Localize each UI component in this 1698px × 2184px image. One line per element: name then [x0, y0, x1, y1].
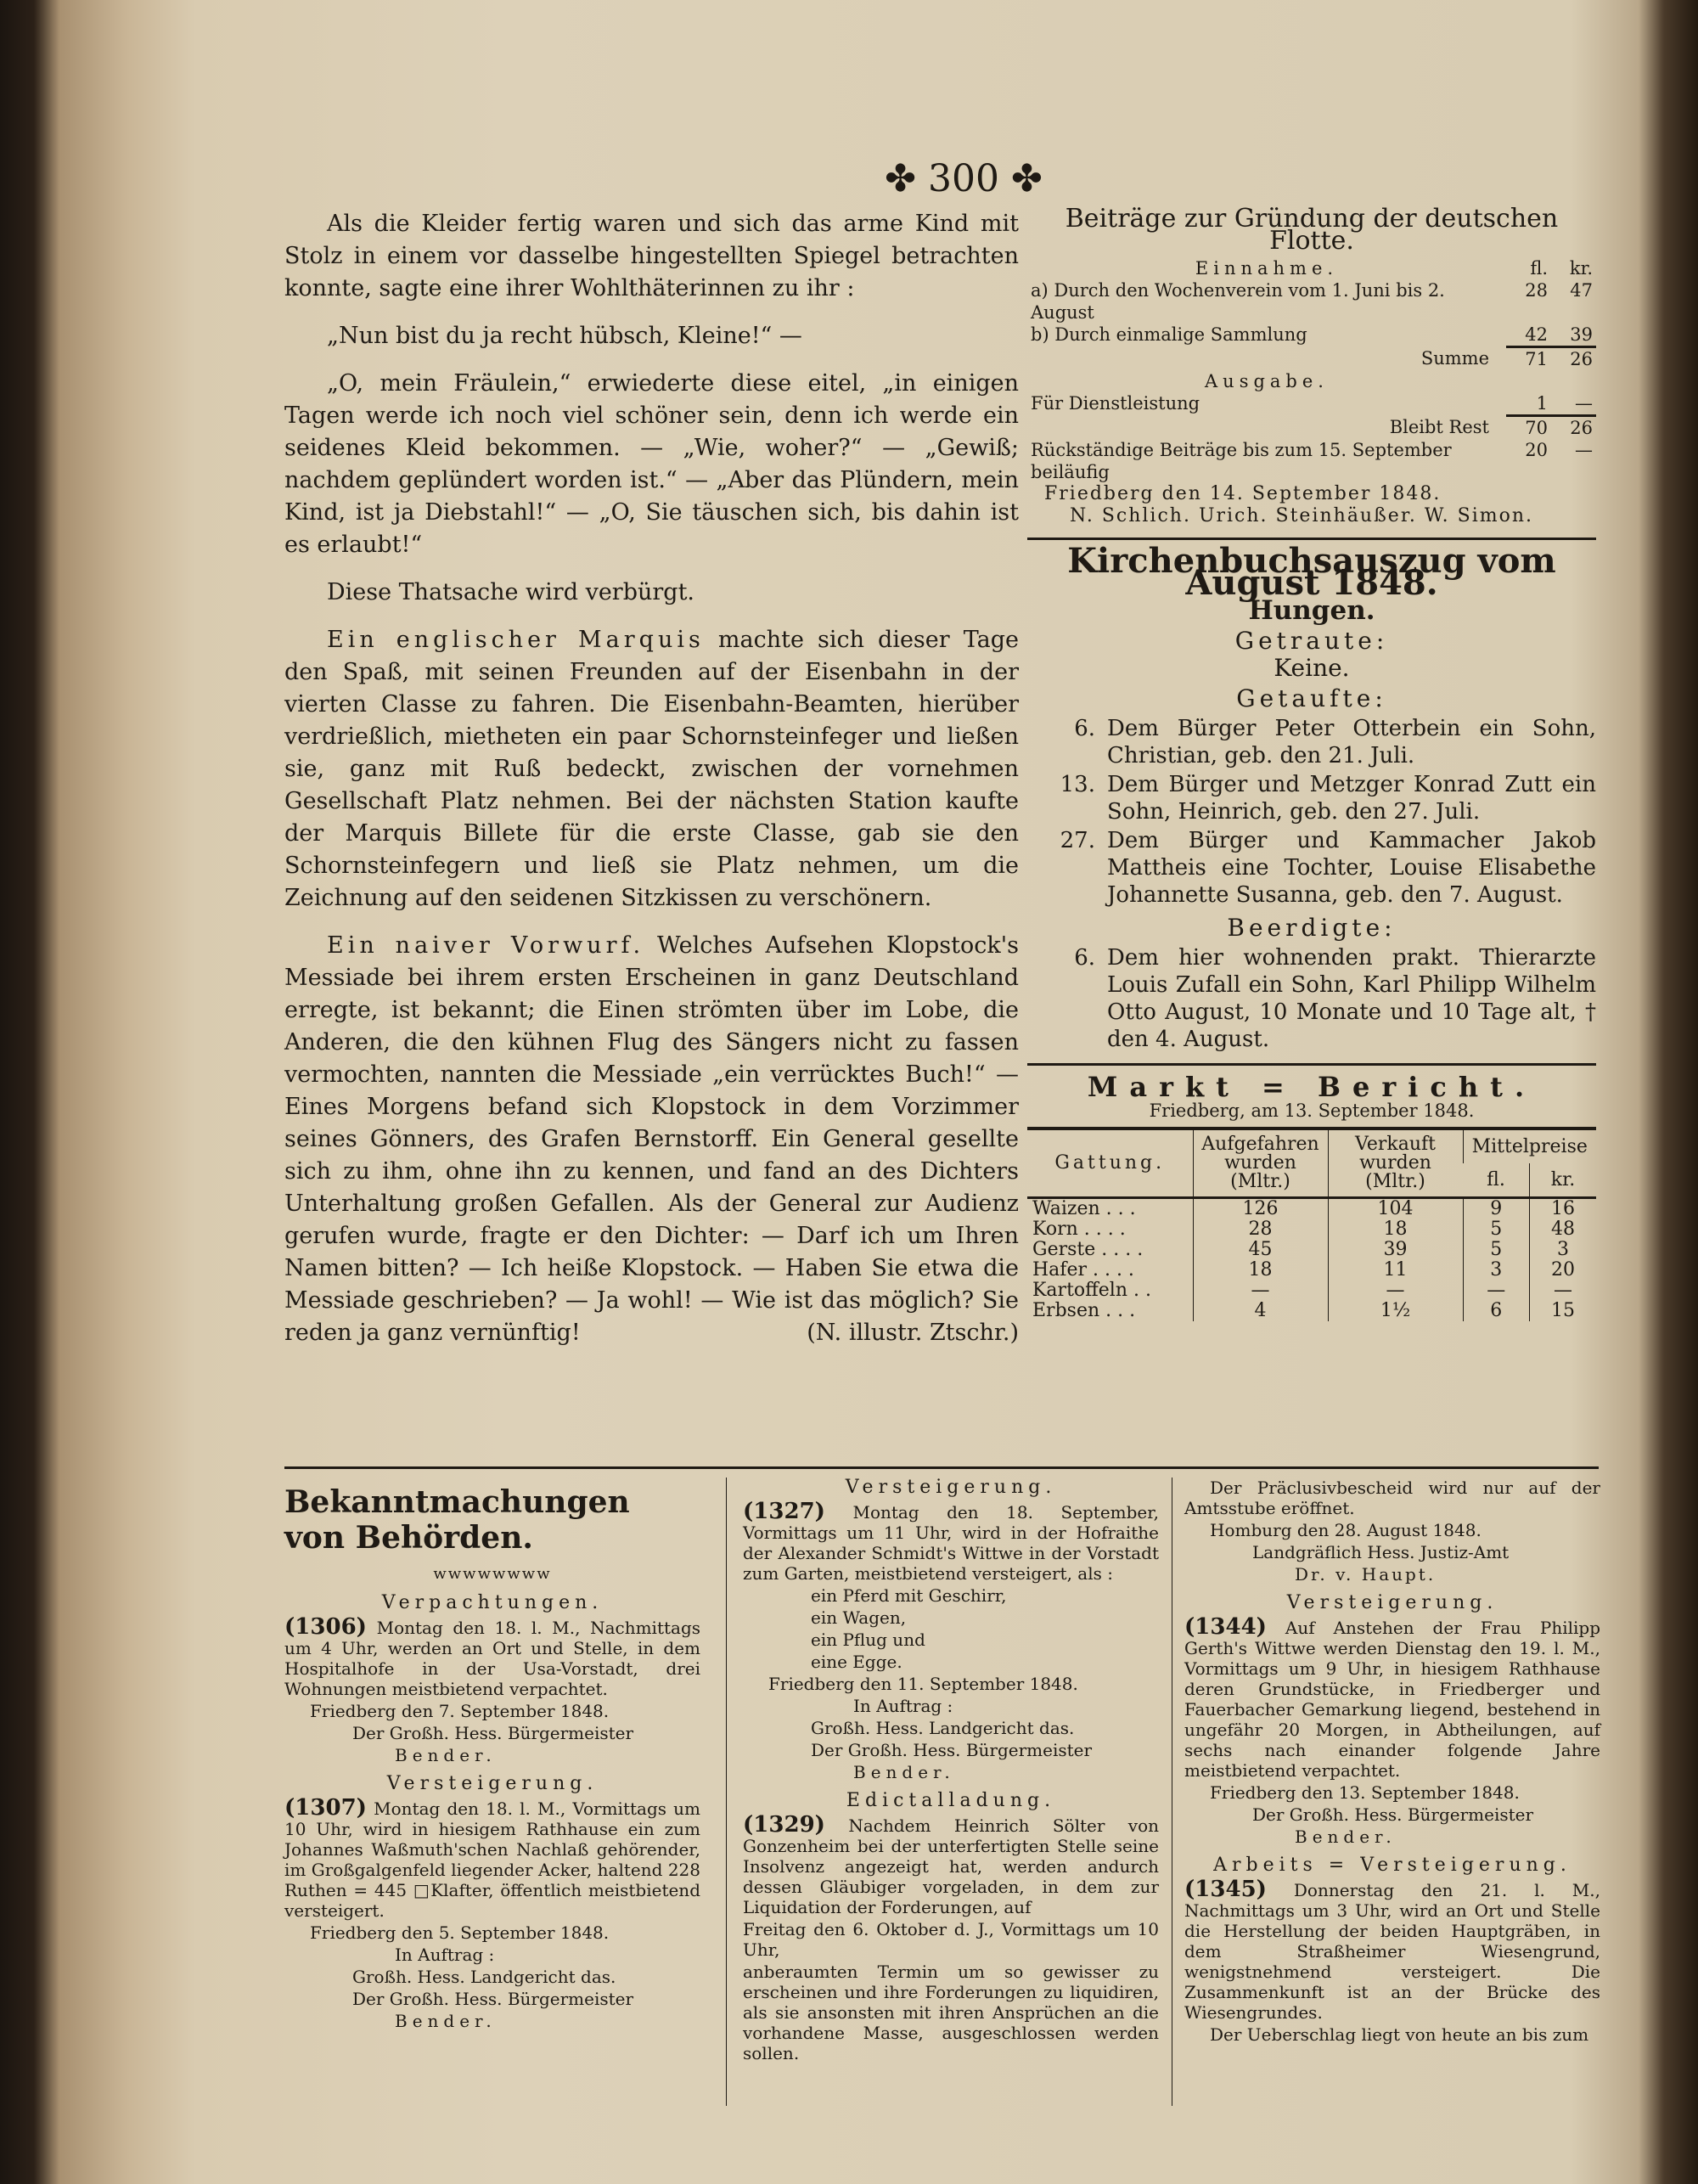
table-row: [1027, 1240, 1596, 1260]
bekanntmachungen-col-2: [743, 1478, 1159, 2065]
cell: 1½: [1328, 1301, 1463, 1321]
cell: 16: [1530, 1198, 1597, 1220]
notice-signature: Der Großh. Hess. Bürgermeister: [352, 1723, 634, 1743]
cell: 20: [1530, 1260, 1597, 1281]
notice-signature: Der Großh. Hess. Bürgermeister: [1252, 1804, 1534, 1825]
row-label: a) Durch den Wochenverein vom 1. Juni bis 2. August: [1031, 280, 1445, 323]
cell: 126: [1193, 1198, 1328, 1220]
ornament-right: ✤: [1010, 157, 1043, 200]
entry-day: 6.: [1074, 945, 1095, 971]
notice-1329: [743, 1812, 1159, 1917]
table-row: [1027, 392, 1596, 416]
page-number-value: 300: [928, 157, 999, 200]
col-mittelpreise: Mittelpreise: [1463, 1129, 1596, 1163]
notice-auftrag: In Auftrag :: [395, 1945, 495, 1965]
place-heading: Hungen.: [1248, 595, 1375, 626]
notice-heading: Arbeits = Versteigerung.: [1213, 1855, 1571, 1876]
row-fl: 20: [1525, 440, 1548, 460]
table-row: [1027, 1198, 1596, 1220]
notice-number: (1327): [743, 1499, 825, 1524]
article-text: machte sich dieser Tage den Spaß, mit seinen Freunden auf der Eisenbahn in der vierten Classe zu fahren. Die Eisenbahn-Beamten, hierüber verdrießlich, mietheten ein paar Schornsteinfeger und ließen sie, ganz mit Ruß bedeckt, zwischen der vornehmen Gesellschaft Platz nehmen. Bei der nächsten Station kaufte der Marquis Billete für die erste Classe, gab sie den Schornsteinfegern und ließ sie Platz nehmen, um die Zeichnung auf den seidenen Sitzkissen zu verschönern.: [284, 627, 1019, 911]
list-item: [1027, 944, 1596, 1053]
rest-kr: 26: [1551, 416, 1596, 440]
col-gattung: Gattung.: [1027, 1129, 1193, 1198]
cell: 3: [1463, 1260, 1530, 1281]
rest-fl: 70: [1506, 416, 1551, 440]
notice-signature: Bender.: [395, 2011, 497, 2031]
list-item: ein Wagen,: [811, 1607, 907, 1628]
col-kr: kr.: [1530, 1163, 1597, 1197]
entry-day: 27.: [1060, 828, 1095, 853]
row-label: Für Dienstleistung: [1031, 393, 1200, 414]
cell: 45: [1193, 1240, 1328, 1260]
notice-number: (1306): [284, 1614, 367, 1640]
rest-row: [1027, 416, 1596, 440]
row-fl: 42: [1525, 324, 1548, 345]
ausgabe-label: Ausgabe.: [1205, 371, 1329, 391]
cell: 18: [1328, 1219, 1463, 1240]
entry-text: Dem Bürger und Metzger Konrad Zutt ein Sohn, Heinrich, geb. den 27. Juli.: [1107, 772, 1596, 825]
cell: Waizen . . .: [1032, 1198, 1136, 1219]
cell: 11: [1328, 1260, 1463, 1281]
cell: 5: [1463, 1240, 1530, 1260]
row-label: Rückständige Beiträge bis zum 15. September beiläufig: [1031, 440, 1452, 482]
col-fl: fl.: [1463, 1163, 1530, 1197]
notice-text: Der Präclusivbescheid wird nur auf der Amtsstube eröffnet.: [1184, 1478, 1600, 1518]
divider: [1027, 538, 1596, 540]
col-fl: fl.: [1530, 258, 1548, 279]
source-citation: (N. illustr. Ztschr.): [807, 1320, 1019, 1346]
cell: 6: [1463, 1301, 1530, 1321]
entry-day: 6.: [1074, 716, 1095, 741]
notice-heading: Versteigerung.: [386, 1773, 599, 1794]
markt-table: [1027, 1127, 1596, 1321]
notice-auftrag: In Auftrag :: [853, 1696, 953, 1716]
notice-number: (1345): [1184, 1877, 1267, 1902]
row-kr: 47: [1570, 280, 1593, 301]
divider: [1027, 1063, 1596, 1066]
notice-termin: Freitag den 6. Oktober d. J., Vormittags um 10 Uhr,: [743, 1919, 1159, 1960]
paragraph: [284, 930, 1019, 1349]
getaufte-heading: Getaufte:: [1236, 684, 1387, 712]
right-column: [1027, 204, 1596, 1321]
list-item: ein Pferd mit Geschirr,: [811, 1585, 1007, 1606]
paragraph: [284, 624, 1019, 915]
sum-label: Summe: [1420, 347, 1489, 369]
notice-1307: [284, 1795, 701, 1921]
markt-title: Markt = Bericht.: [1087, 1071, 1537, 1103]
cell: 48: [1530, 1219, 1597, 1240]
row-kr: —: [1575, 440, 1593, 460]
cell: 28: [1193, 1219, 1328, 1240]
article-text: Welches Aufsehen Klopstock's Messiade bei ihrem ersten Erscheinen in ganz Deutschland erregte, ist bekannt; die Einen strömten über im Lobe, die Anderen, die den kühnen Flug des Sängers nicht zu fassen vermochten, nannten die Messiade „ein verrücktes Buch!“ — Eines Morgens befand sich Klopstock in dem Vorzimmer seines Gönners, des Grafen Bernstorff. Ein General gesellte sich zu ihm, ohne ihn zu kennen, und fand an des Dichters Unterhaltung großen Gefallen. Als der General zur Audienz gerufen wurde, fragte er den Dichter: — Darf ich um Ihren Namen bitten? — Ich heiße Klopstock. — Haben Sie etwa die Messiade geschrieben? — Ja wohl! — Wie ist das möglich? Sie reden ja ganz vernünftig!: [284, 932, 1019, 1346]
ornament: wwwwwwww: [433, 1565, 552, 1583]
row-fl: 28: [1525, 280, 1548, 301]
table-row: [1027, 439, 1596, 483]
getraute-value: Keine.: [1274, 654, 1350, 682]
notice-signature: Großh. Hess. Landgericht das.: [811, 1718, 1075, 1738]
table-row: [1027, 324, 1596, 347]
list-item: ein Pflug und: [811, 1630, 925, 1650]
notice-text: Auf Anstehen der Frau Philipp Gerth's Wittwe werden Dienstag den 19. l. M., Vormittags um 9 Uhr, in hiesigem Rathhause deren Grundstücke, in Friedberger und Fauerbacher Gemarkung liegend, bestehend in ungefähr 20 Morgen, in Abtheilungen, auf sechs nach einander folgende Jahre meistbietend verpachtet.: [1184, 1618, 1600, 1781]
rest-label: Bleibt Rest: [1389, 416, 1489, 437]
col-aufgefahren: Aufgefahren wurden (Mltr.): [1193, 1129, 1328, 1198]
notice-text: Montag den 18. l. M., Vormittags um 10 Uhr, wird in hiesigem Rathhause ein zum Johannes Waßmuth'schen Nachlaß gehörender, im Großgalgenfeld liegender Acker, haltend 228 Ruthen = 445 □Klafter, öffentlich meistbietend versteigert.: [284, 1798, 701, 1921]
notice-number: (1307): [284, 1795, 367, 1821]
cell: 3: [1530, 1240, 1597, 1260]
einnahme-label: Einnahme.: [1195, 258, 1339, 279]
entry-text: Dem hier wohnenden prakt. Thierarzte Louis Zufall ein Sohn, Karl Philipp Wilhelm Otto August, 10 Monate und 10 Tage alt, † den 4. August.: [1107, 945, 1596, 1052]
col-verkauft: Verkauft wurden (Mltr.): [1328, 1129, 1463, 1198]
col-kr: kr.: [1569, 258, 1593, 279]
notice-heading: Versteigerung.: [845, 1477, 1057, 1498]
notice-text: Montag den 18. l. M., Nachmittags um 4 Uhr, werden an Ort und Stelle, in dem Hospitalhofe in der Usa-Vorstadt, drei Wohnungen meistbietend verpachtet.: [284, 1618, 701, 1699]
notice-number: (1344): [1184, 1614, 1267, 1640]
paragraph: „Nun bist du ja recht hübsch, Kleine!“ —: [327, 323, 802, 349]
beerdigte-heading: Beerdigte:: [1227, 914, 1397, 942]
sum-fl: 71: [1506, 347, 1551, 371]
notice-heading: Verpachtungen.: [381, 1592, 604, 1613]
cell: Kartoffeln . .: [1032, 1280, 1151, 1301]
notice-signature: Landgräflich Hess. Justiz-Amt: [1252, 1542, 1510, 1562]
markt-section: [1027, 1071, 1596, 1321]
cell: 9: [1463, 1198, 1530, 1220]
list-item: [1027, 771, 1596, 825]
notice-1327: [743, 1501, 1159, 1584]
flotte-title: Beiträge zur Gründung der deutschen Flotte.: [1065, 204, 1559, 256]
entry-day: 13.: [1060, 772, 1095, 797]
list-item: [1027, 715, 1596, 769]
article-lead: Ein naiver Vorwurf.: [327, 932, 645, 959]
cell: 4: [1193, 1301, 1328, 1321]
table-row: [1027, 1260, 1596, 1281]
notice-signature: Bender.: [853, 1762, 955, 1782]
cell: —: [1193, 1281, 1328, 1301]
notice-text: Donnerstag den 21. l. M., Nachmittags um 3 Uhr, wird an Ort und Stelle die Herstellung der beiden Hauptgräben, in dem Straßheimer Wiesengrund, wenigstnehmend versteigert. Die Zusammenkunft ist an der Brücke des Wiesengrundes.: [1184, 1880, 1601, 2023]
entry-text: Dem Bürger Peter Otterbein ein Sohn, Christian, geb. den 21. Juli.: [1107, 716, 1596, 768]
notice-number: (1329): [743, 1812, 825, 1838]
notice-signature: Bender.: [395, 1745, 497, 1765]
paragraph: Diese Thatsache wird verbürgt.: [327, 579, 695, 605]
notice-signature: Der Großh. Hess. Bürgermeister: [811, 1740, 1093, 1760]
row-kr: 39: [1570, 324, 1593, 345]
sum-kr: 26: [1551, 347, 1596, 371]
table-row: [1027, 279, 1596, 324]
flotte-signers: N. Schlich. Urich. Steinhäußer. W. Simon.: [1070, 505, 1534, 526]
page-number: [836, 157, 1091, 200]
newspaper-page: [183, 81, 1651, 2178]
article-lead: Ein englischer Marquis: [327, 627, 705, 653]
kirchenbuch-section: [1027, 541, 1596, 1053]
cell: —: [1530, 1281, 1597, 1301]
flotte-section: [1027, 204, 1596, 527]
section-divider: [284, 1466, 1599, 1469]
getraute-heading: Getraute:: [1234, 627, 1389, 655]
cell: —: [1328, 1281, 1463, 1301]
flotte-table: [1027, 257, 1596, 483]
table-row: [1027, 1281, 1596, 1301]
notice-heading: Versteigerung.: [1286, 1592, 1498, 1613]
cell: 18: [1193, 1260, 1328, 1281]
notice-heading: Edictalladung.: [846, 1790, 1056, 1811]
flotte-date: Friedberg den 14. September 1848.: [1044, 483, 1442, 504]
row-kr: —: [1575, 393, 1593, 414]
cell: —: [1463, 1281, 1530, 1301]
bekanntmachungen-col-1: [284, 1478, 700, 2033]
markt-place: Friedberg, am 13. September 1848.: [1149, 1100, 1475, 1121]
cell: 104: [1328, 1198, 1463, 1220]
left-column: [284, 208, 1019, 1365]
cell: 5: [1463, 1219, 1530, 1240]
notice-date: Homburg den 28. August 1848.: [1210, 1520, 1482, 1540]
notice-date: Friedberg den 7. September 1848.: [310, 1701, 610, 1721]
list-item: eine Egge.: [811, 1652, 902, 1672]
cell: Erbsen . . .: [1032, 1300, 1136, 1321]
notice-signature: Der Großh. Hess. Bürgermeister: [352, 1989, 634, 2009]
notice-signature: Dr. v. Haupt.: [1295, 1564, 1437, 1585]
notice-date: Friedberg den 11. September 1848.: [768, 1674, 1078, 1694]
entry-text: Dem Bürger und Kammacher Jakob Mattheis eine Tochter, Louise Elisabethe Johannette Susanna, geb. den 7. August.: [1107, 828, 1596, 908]
bekanntmachungen-title: Bekanntmachungen von Behörden.: [284, 1484, 630, 1556]
notice-date: Friedberg den 13. September 1848.: [1210, 1782, 1520, 1803]
notice-text: Montag den 18. September, Vormittags um 11 Uhr, wird in der Hofraithe der Alexander Schmidt's Wittwe in der Vorstadt zum Garten, meistbietend versteigert, als :: [743, 1502, 1159, 1584]
table-row: [1027, 1219, 1596, 1240]
paragraph: „O, mein Fräulein,“ erwiederte diese eitel, „in einigen Tagen werde ich noch viel schöner sein, denn ich werde ein seidenes Kleid bekommen. — „Wie, woher?“ — „Gewiß; nachdem geplündert worden ist.“ — „Aber das Plündern, mein Kind, ist ja Diebstahl!“ — „O, Sie täuschen sich, bis dahin ist es erlaubt!“: [284, 370, 1019, 558]
notice-1306: [284, 1614, 701, 1699]
cell: 39: [1328, 1240, 1463, 1260]
cell: Korn . . . .: [1032, 1219, 1126, 1240]
cell: 15: [1530, 1301, 1597, 1321]
kirchenbuch-title: Kirchenbuchsauszug vom August 1848.: [1067, 541, 1556, 603]
list-item: [1027, 827, 1596, 909]
column-rule: [726, 1478, 727, 2106]
bekanntmachungen-col-3: [1184, 1478, 1600, 2046]
row-label: b) Durch einmalige Sammlung: [1031, 324, 1307, 345]
row-fl: 1: [1536, 393, 1548, 414]
notice-1344: [1184, 1614, 1600, 1781]
notice-text: Der Ueberschlag liegt von heute an bis zum: [1210, 2024, 1589, 2045]
cell: Hafer . . . .: [1032, 1259, 1134, 1281]
cell: Gerste . . . .: [1032, 1239, 1144, 1260]
notice-text: Nachdem Heinrich Sölter von Gonzenheim bei der unterfertigten Stelle seine Insolvenz angezeigt hat, werden andurch dessen Gläubiger vorgeladen, in dem zur Liquidation der Forderungen, auf: [743, 1815, 1159, 1917]
notice-signature: Großh. Hess. Landgericht das.: [352, 1967, 616, 1987]
notice-signature: Bender.: [1295, 1827, 1397, 1847]
table-row: [1027, 1301, 1596, 1321]
sum-row: [1027, 347, 1596, 371]
notice-text: anberaumten Termin um so gewisser zu erscheinen und ihre Forderungen zu liquidiren, als sie ansonsten mit ihren Ansprüchen an die vorhandene Masse, ausgeschlossen werden sollen.: [743, 1962, 1159, 2063]
notice-date: Friedberg den 5. September 1848.: [310, 1922, 610, 1943]
paragraph: Als die Kleider fertig waren und sich das arme Kind mit Stolz in einem vor dasselbe hingestellten Spiegel betrachten konnte, sagte eine ihrer Wohlthäterinnen zu ihr :: [284, 211, 1019, 301]
ornament-left: ✤: [885, 157, 916, 200]
notice-1345: [1184, 1879, 1600, 2023]
